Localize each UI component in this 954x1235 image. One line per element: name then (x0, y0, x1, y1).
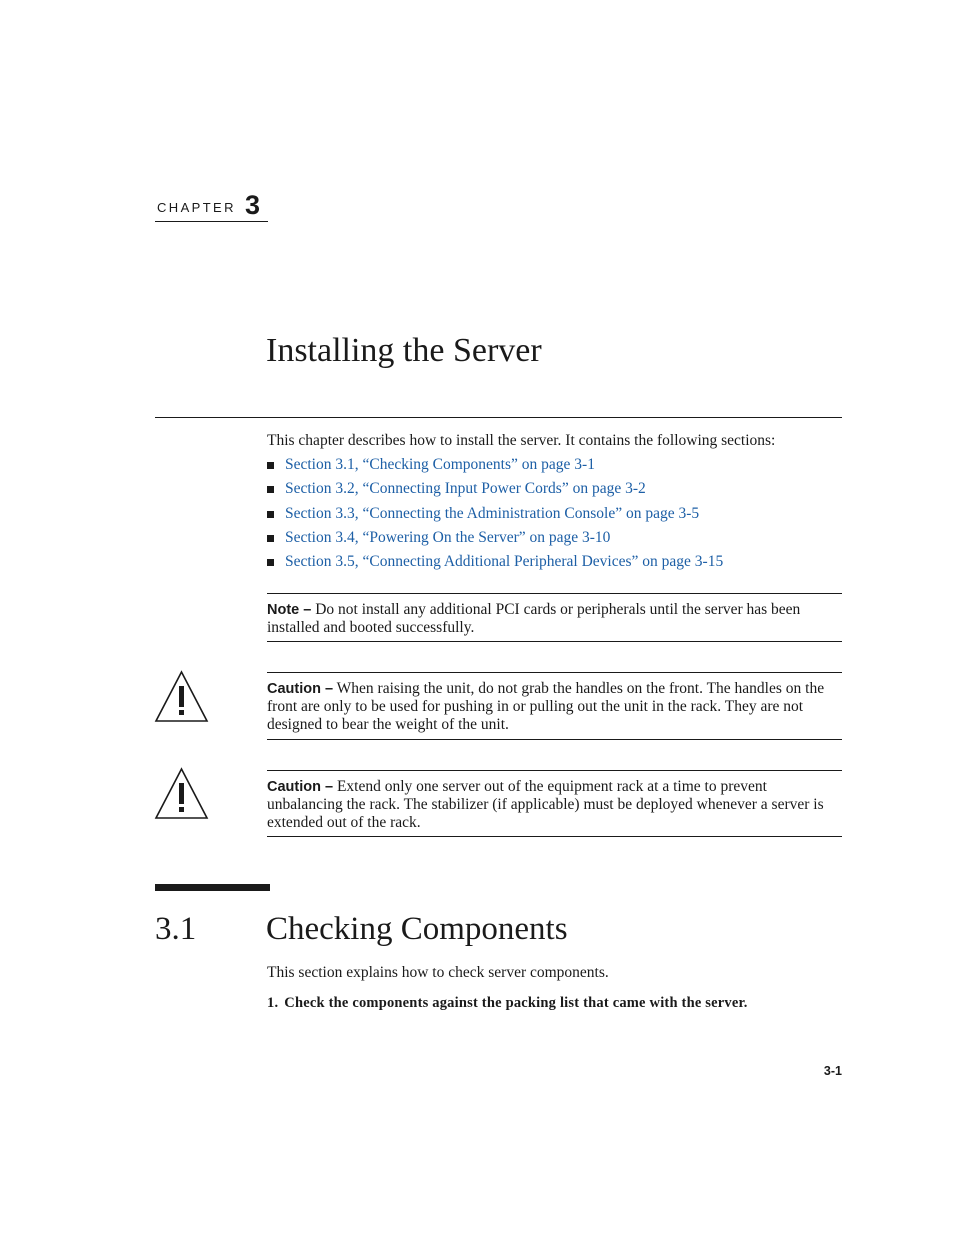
list-item (267, 480, 723, 504)
warning-triangle-icon (154, 670, 209, 723)
caution-text: Extend only one server out of the equipment rack at a time to prevent unbalancing the rack. The stabilizer (if applicable) must be deployed whenever a server is extended out of the rack. (267, 778, 824, 831)
bullet-icon (267, 486, 274, 493)
chapter-word: CHAPTER (157, 200, 236, 215)
caution-lead: Caution – (267, 681, 334, 697)
note-box (267, 593, 842, 642)
section-divider-bar (155, 884, 270, 891)
bullet-icon (267, 511, 274, 518)
caution-box (267, 770, 842, 837)
title-divider (155, 417, 842, 418)
bullet-icon (267, 462, 274, 469)
list-item (267, 553, 723, 577)
note-lead: Note – (267, 602, 312, 618)
section-link-3-2[interactable]: Section 3.2, “Connecting Input Power Cords” on page 3-2 (285, 480, 646, 498)
section-title: Checking Components (266, 911, 568, 947)
caution-text: When raising the unit, do not grab the handles on the front. The handles on the front are only to be used for pushing in or pulling out the unit in the rack. They are not designed to bear the weight of the unit. (267, 680, 825, 733)
chapter-title: Installing the Server (266, 332, 542, 369)
page-number: 3-1 (823, 1064, 842, 1078)
chapter-number: 3 (245, 190, 261, 220)
caution-box (267, 672, 842, 740)
bullet-icon (267, 535, 274, 542)
warning-triangle-icon (154, 767, 209, 820)
step-text: Check the components against the packing list that came with the server. (284, 995, 748, 1011)
section-number: 3.1 (155, 911, 197, 947)
section-link-list (267, 456, 723, 577)
section-intro: This section explains how to check server components. (267, 964, 609, 981)
list-item (267, 456, 723, 480)
bullet-icon (267, 559, 274, 566)
section-link-3-3[interactable]: Section 3.3, “Connecting the Administration Console” on page 3-5 (285, 504, 700, 522)
list-item (267, 505, 723, 529)
section-link-3-1[interactable]: Section 3.1, “Checking Components” on page 3-1 (285, 456, 595, 473)
section-link-3-4[interactable]: Section 3.4, “Powering On the Server” on page 3-10 (285, 528, 611, 546)
chapter-label (155, 190, 268, 222)
step-number: 1. (267, 995, 279, 1011)
step-item (267, 995, 748, 1012)
section-link-3-5[interactable]: Section 3.5, “Connecting Additional Peripheral Devices” on page 3-15 (285, 553, 724, 571)
caution-lead: Caution – (267, 779, 334, 795)
chapter-intro: This chapter describes how to install the server. It contains the following sections: (267, 432, 776, 449)
list-item (267, 529, 723, 553)
note-text: Do not install any additional PCI cards or peripherals until the server has been installed and booted successfully. (267, 601, 801, 636)
